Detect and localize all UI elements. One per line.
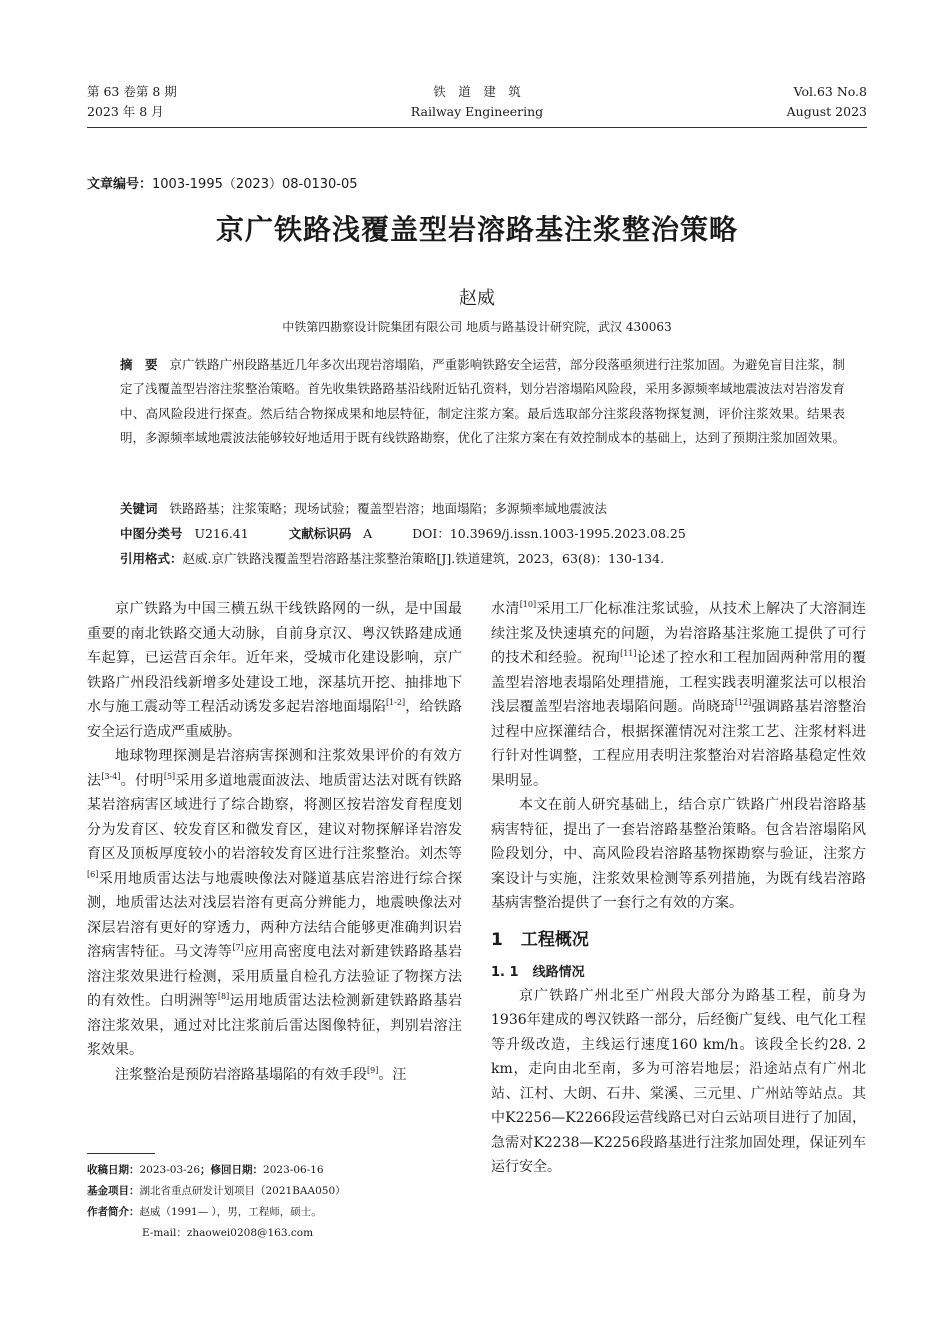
text-run: 采用工厂化标准注浆试验，从技术上解决了大溶洞连续注浆及快速填充的问题，为岩溶路基注浆施工提供了可行的技术和经验。祝珣 [491,601,866,666]
section-title: 工程概况 [520,929,589,950]
paragraph [491,597,866,793]
citation-ref[interactable]: [3-4] [101,771,121,781]
author: 赵威 [459,288,495,309]
header-rule [87,127,867,128]
text-run: 水清 [491,601,520,617]
paper-title: 京广铁路浅覆盖型岩溶路基注浆整治策略 [215,213,738,246]
doi-label: DOI： [412,526,450,541]
paragraph: 本文在前人研究基础上，结合京广铁路广州段岩溶路基病害特征，提出了一套岩溶路基整治策略。包含岩溶塌陷风险段划分，中、高风险段岩溶路基物探勘察与验证，注浆方案设计与实施，注浆效果检测等系列措施，为既有线岩溶路基病害整治提供了一套行之有效的方案。 [491,797,866,911]
fund-label: 基金项目： [87,1185,140,1197]
subsection-number: 1. 1 [491,964,519,980]
text-run: 采用多道地震面波法、地质雷达法对既有铁路某岩溶病害区域进行了综合勘察，将测区按岩溶发育程度划分为发育区、较发育区和微发育区，建议对物探解译岩溶发育区及顶板厚度较小的岩溶较发育区进行注浆整治。刘杰等 [87,772,463,862]
bio-label: 作者简介： [87,1206,140,1218]
received-date: 2023-03-26 [139,1164,201,1176]
article-number [87,173,358,192]
citation [120,547,845,571]
volume-cn: 第 63 卷第 8 期 [87,84,177,99]
fund-text: 湖北省重点研发计划项目（2021BAA050） [139,1185,346,1197]
running-header [87,82,867,126]
bio-text: 赵威（1991— ），男，工程师，硕士。 [139,1206,322,1218]
footnotes [87,1160,462,1244]
paragraph [87,744,462,1063]
citation-ref[interactable]: [6] [87,869,99,879]
abstract-text: 京广铁路广州段路基近几年多次出现岩溶塌陷，严重影响铁路安全运营，部分段落亟须进行注浆加固。为避免盲目注浆，制定了浅覆盖型岩溶注浆整治策略。首先收集铁路路基沿线附近钻孔资料，划分岩溶塌陷风险段，采用多源频率域地震波法对岩溶发育中、高风险段进行探查。然后结合物探成果和地层特征，制定注浆方案。最后选取部分注浆段落物探复测，评价注浆效果。结果表明，多源频率域地震波法能够较好地适用于既有线铁路勘察，优化了注浆方案在有效控制成本的基础上，达到了预期注浆加固效果。 [120,357,846,445]
classification [120,522,845,546]
footnote-rule [87,1153,155,1154]
citation-ref[interactable]: [7] [232,943,244,952]
abstract-label: 摘 要 [120,357,158,372]
received-label: 收稿日期： [87,1164,140,1176]
text-run: 采用地质雷达法与地震映像法对隧道基底岩溶进行综合探测，地质雷达法对浅层岩溶有更高分辨能力，地震映像法对深层岩溶有更好的穿透力，两种方法结合能够更准确判识岩溶病害特征。马文涛等 [87,870,462,960]
article-number-label: 文章编号： [87,177,153,192]
date-en: August 2023 [786,104,867,119]
header-center [87,82,867,122]
abstract [120,353,845,450]
text-run: 注浆整治是预防岩溶路基塌陷的有效手段 [115,1066,367,1083]
citation-text: 赵威.京广铁路浅覆盖型岩溶路基注浆整治策略[J].铁道建筑，2023，63(8)：130-134. [182,551,665,566]
text-run: 。汪 [378,1066,407,1083]
keywords-text: 铁路路基；注浆策略；现场试验；覆盖型岩溶；地面塌陷；多源频率域地震波法 [169,501,607,516]
left-column [87,597,462,1087]
affiliation: 中铁第四勘察设计院集团有限公司 地质与路基设计研究院，武汉 430063 [282,320,672,334]
header-right [787,82,867,122]
citation-ref[interactable]: [5] [163,771,176,781]
citation-ref[interactable]: [8] [217,992,230,1001]
clc-value: U216.41 [194,526,249,541]
text-run: 地球物理探测是岩溶病害探测和注浆效果评价的有效方法 [87,748,462,789]
footnote-dates [87,1160,462,1181]
text-run: 论述了控水和工程加固两种常用的覆盖型岩溶地表塌陷处理措施，工程实践表明灌浆法可以根治浅层覆盖型岩溶地表塌陷问题。尚晓琦 [491,650,867,715]
doi-value[interactable]: 10.3969/j.issn.1003-1995.2023.08.25 [449,526,686,541]
footnote-fund [87,1181,462,1202]
doc-code-value: A [363,526,373,541]
citation-ref[interactable]: [10] [519,600,537,609]
citation-label: 引用格式： [120,551,183,566]
subsection-title: 线路情况 [532,964,585,980]
revised-date: 2023-06-16 [263,1164,324,1176]
citation-ref[interactable]: [1-2] [385,698,406,707]
keywords [120,497,845,521]
clc-label: 中图分类号 [120,526,183,541]
journal-cn: 铁 道 建 筑 [433,84,521,99]
revised-label: ；修回日期： [200,1164,264,1176]
citation-ref[interactable]: [12] [734,698,752,707]
doc-code-label: 文献标识码 [288,526,352,541]
date-cn: 2023 年 8 月 [87,104,164,119]
citation-ref[interactable]: [11] [620,649,637,658]
text-run: 应用高密度电法对新建铁路路基岩溶注浆效果进行检测，采用质量自检孔方法验证了物探方法的有效性。白明洲等 [87,944,463,1009]
citation-ref[interactable]: [9] [367,1065,379,1075]
text-run: 强调路基岩溶整治过程中应探灌结合，根据探灌情况对注浆工艺、注浆材料进行针对性调整，工程应用表明注浆整治对岩溶路基稳定性效果明显。 [491,699,867,789]
author-email[interactable]: E-mail：zhaowei0208@163.com [142,1227,314,1239]
journal-en: Railway Engineering [410,104,544,119]
right-column [491,597,866,1180]
section-heading [491,926,866,954]
keywords-label: 关键词 [120,501,158,516]
paragraph [87,597,462,744]
text-run: ，给铁路安全运行造成严重威胁。 [87,699,463,740]
text-run: 京广铁路为中国三横五纵干线铁路网的一纵，是中国最重要的南北铁路交通大动脉，自前身京汉、粤汉铁路建成通车起算，已运营百余年。近年来，受城市化建设影响，京广铁路广州段沿线新增多处建设工地，深基坑开挖、抽排地下水与施工震动等工程活动诱发多起岩溶地面塌陷 [87,601,462,715]
article-number-value: 1003-1995（2023）08-0130-05 [152,177,358,192]
section-number: 1 [491,929,503,950]
footnote-bio [87,1202,462,1223]
text-run: 。付明 [120,772,164,789]
paragraph: 京广铁路广州北至广州段大部分为路基工程，前身为1936年建成的粤汉铁路一部分，后经衡广复线、电气化工程等升级改造，主线运行速度160 km/h。该段全长约28. 2 km，走向由北至南，多为可溶岩地层；沿途站点有广州北站、江村、大朗、石井、棠溪、三元里、广州站等站点。其中K2256—K2266段运营线路已对白云站项目进行了加固，急需对K2238—K2256段路基进行注浆加固处理，保证列车运行安全。 [491,987,866,1175]
text-run: 运用地质雷达法检测新建铁路路基岩溶注浆效果，通过对比注浆前后雷达图像特征，判别岩溶注浆效果。 [87,993,463,1058]
volume-en: Vol.63 No.8 [793,84,867,99]
paragraph [87,1063,462,1088]
subsection-heading [491,962,866,984]
